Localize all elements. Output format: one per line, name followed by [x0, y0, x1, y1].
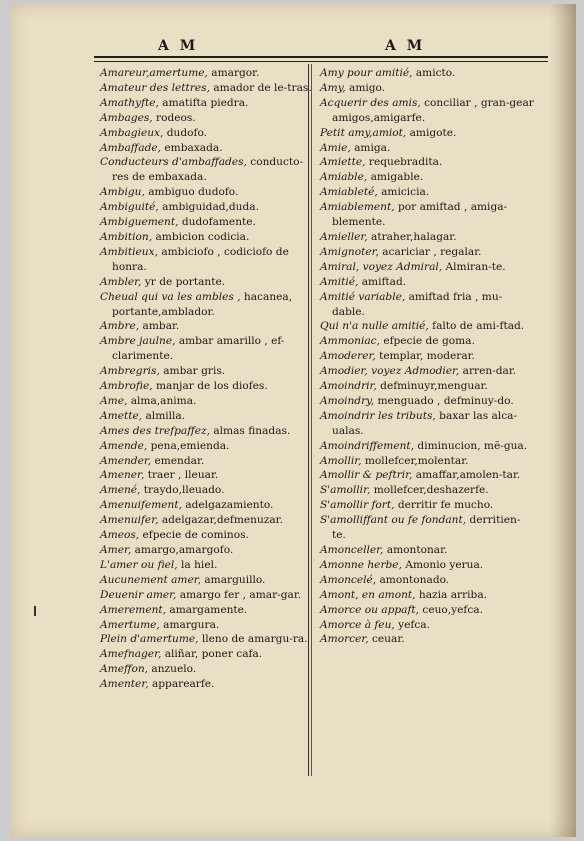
entry-definition: falto de ami-ftad. — [428, 320, 525, 333]
entry-headword: Ameos, — [100, 529, 140, 542]
dictionary-entry — [320, 588, 534, 603]
dictionary-entry — [100, 603, 314, 618]
dictionary-entry — [100, 454, 314, 469]
entry-definition: amaffar,amolen-tar. — [412, 469, 521, 482]
dictionary-entry — [320, 409, 534, 439]
dictionary-entry — [320, 483, 534, 498]
entry-definition: arren-dar. — [459, 365, 517, 378]
dictionary-entry — [320, 394, 534, 409]
entry-definition: amigote. — [406, 126, 457, 139]
entry-definition: conciliar , gran-gear amigos,amigarfe. — [332, 96, 534, 124]
entry-definition: amigo. — [345, 81, 386, 94]
entry-headword: Amollir, — [320, 454, 362, 467]
entry-definition: conducto-res de embaxada. — [112, 156, 304, 184]
header-right: A M — [385, 38, 426, 54]
entry-definition: amigable. — [367, 171, 424, 184]
entry-headword: Amoindrir les tributs, — [320, 409, 436, 422]
dictionary-entry — [100, 155, 314, 185]
dictionary-entry — [100, 647, 314, 662]
entry-headword: Ambagieux, — [100, 126, 164, 139]
dictionary-entry — [100, 96, 314, 111]
entry-headword: Ambregris, — [100, 365, 160, 378]
entry-headword: Ambaffade, — [100, 141, 162, 154]
entry-definition: almas finadas. — [209, 424, 291, 437]
entry-definition: pena,emienda. — [147, 439, 230, 452]
entry-headword: Amonceller, — [320, 544, 384, 556]
dictionary-entry — [100, 245, 314, 275]
entry-definition: mollefcer,molentar. — [361, 454, 469, 467]
entry-headword: Amonne herbe, — [320, 558, 402, 571]
dictionary-entry — [320, 379, 534, 394]
entry-headword: Amiette, — [320, 156, 366, 169]
entry-headword: Ame, — [100, 394, 128, 407]
entry-definition: amiftad fria , mu-dable. — [332, 290, 503, 318]
entry-headword: Amertume, — [100, 618, 160, 631]
entry-headword: Amenuifer, — [100, 514, 159, 527]
entry-headword: Amie, — [320, 141, 351, 154]
entry-definition: traydo,lleuado. — [140, 484, 225, 497]
entry-headword: Amefnager, — [100, 648, 162, 661]
entry-headword: Ambiguement, — [100, 216, 179, 229]
entry-headword: Amenuifement, — [100, 499, 182, 512]
dictionary-entry — [100, 513, 314, 528]
margin-mark — [34, 606, 36, 616]
dictionary-entry — [100, 364, 314, 379]
entry-headword: Ameffon, — [100, 663, 149, 676]
dictionary-entry — [100, 215, 314, 230]
header-left: A M — [158, 38, 199, 54]
entry-definition: menguado , defminuy-do. — [374, 394, 514, 407]
entry-headword: Ambages, — [100, 111, 153, 124]
entry-definition: hazia arriba. — [415, 588, 488, 601]
entry-definition: ambiguo dudofo. — [144, 186, 239, 199]
dictionary-entry — [320, 603, 534, 618]
entry-headword: Amiral, voyez Admiral, — [320, 260, 443, 273]
entry-headword: Plein d'amertume, — [100, 633, 199, 646]
entry-definition: ambar amarillo , ef-clarimente. — [112, 335, 285, 363]
entry-definition: dudofamente. — [178, 216, 256, 229]
entry-definition: ambiguidad,duda. — [158, 201, 259, 214]
dictionary-entry — [320, 96, 534, 126]
dictionary-entry — [100, 573, 314, 588]
dictionary-entry — [100, 662, 314, 677]
entry-headword: Ambrofie, — [100, 380, 153, 393]
entry-headword: Amont, en amont, — [320, 588, 416, 601]
dictionary-entry — [320, 573, 534, 588]
entry-definition: atraher,halagar. — [367, 230, 457, 243]
entry-definition: defminuyr,menguar. — [376, 380, 488, 393]
entry-definition: amador de le-tras. — [209, 81, 312, 94]
entry-headword: Amerement, — [100, 603, 167, 616]
dictionary-entry — [320, 185, 534, 200]
dictionary-entry — [320, 126, 534, 141]
dictionary-entry — [100, 558, 314, 573]
dictionary-entry — [100, 200, 314, 215]
dictionary-entry — [320, 230, 534, 245]
entry-headword: Conducteurs d'ambaffades, — [100, 156, 247, 169]
dictionary-entry — [100, 424, 314, 439]
entry-definition: amiga. — [350, 141, 391, 154]
entry-headword: Ambition, — [100, 230, 153, 243]
entry-headword: Amareur,amertume, — [100, 67, 208, 79]
entry-headword: Amathyfte, — [100, 96, 159, 109]
entry-headword: Amenter, — [100, 678, 149, 691]
dictionary-entry — [320, 364, 534, 379]
entry-definition: manjar de los diofes. — [152, 380, 268, 393]
dictionary-entry — [320, 141, 534, 156]
entry-definition: yefca. — [394, 618, 430, 631]
entry-headword: L'amer ou fiel, — [100, 558, 178, 571]
dictionary-entry — [100, 439, 314, 454]
dictionary-entry — [100, 498, 314, 513]
entry-definition: ceuo,yefca. — [419, 603, 483, 616]
entry-headword: Qui n'a nulle amitié, — [320, 320, 429, 333]
entry-definition: almilla. — [142, 409, 186, 422]
entry-headword: Amignoter, — [320, 245, 379, 258]
entry-definition: derritien-te. — [332, 514, 521, 542]
entry-headword: Amoindry, — [320, 394, 375, 407]
entry-headword: Amy, — [320, 81, 346, 94]
entry-definition: baxar las alca-ualas. — [332, 409, 518, 437]
entry-headword: Amené, — [100, 484, 141, 497]
entry-definition: diminucion, mẽ-gua. — [414, 439, 528, 452]
dictionary-entry — [320, 558, 534, 573]
entry-definition: traer , lleuar. — [144, 469, 219, 482]
dictionary-entry — [320, 319, 534, 334]
entry-headword: Amiable, — [320, 171, 368, 184]
dictionary-entry — [100, 468, 314, 483]
dictionary-entry — [100, 618, 314, 633]
entry-headword: Amitié, — [320, 275, 359, 288]
entry-definition: efpecie de goma. — [379, 335, 475, 348]
entry-definition: adelgazar,defmenuzar. — [158, 514, 283, 527]
dictionary-entry — [320, 290, 534, 320]
entry-definition: yr de portante. — [141, 275, 226, 288]
entry-headword: Amender, — [100, 454, 152, 467]
entry-definition: dudofo. — [163, 126, 208, 139]
entry-definition: amicto. — [412, 67, 456, 79]
dictionary-entry — [100, 111, 314, 126]
dictionary-entry — [100, 588, 314, 603]
entry-definition: efpecie de cominos. — [139, 529, 249, 542]
entry-definition: ambar gris. — [159, 365, 226, 378]
entry-headword: Deuenir amer, — [100, 588, 177, 601]
entry-headword: Amorce ou appaft, — [320, 603, 420, 616]
entry-definition: amargamente. — [166, 603, 248, 616]
entry-definition: amargo,amargofo. — [131, 544, 234, 556]
entry-headword: Amende, — [100, 439, 148, 452]
entry-definition: ceuar. — [368, 633, 405, 646]
entry-definition: requebradita. — [365, 156, 443, 169]
entry-headword: Ambler, — [100, 275, 142, 288]
entry-headword: Cheual qui va les ambles , — [100, 290, 241, 303]
entry-definition: embaxada. — [161, 141, 223, 154]
left-column — [100, 66, 314, 692]
entry-definition: acariciar , regalar. — [378, 245, 482, 258]
entry-headword: Ambre, — [100, 320, 140, 333]
entry-headword: Ambigu, — [100, 186, 145, 199]
dictionary-entry — [320, 200, 534, 230]
entry-definition: amiftad. — [358, 275, 407, 288]
entry-headword: Amoindriffement, — [320, 439, 415, 452]
dictionary-entry — [100, 141, 314, 156]
entry-headword: Amodier, voyez Admodier, — [320, 365, 460, 378]
entry-definition: amargo fer , amar-gar. — [176, 588, 302, 601]
dictionary-entry — [100, 126, 314, 141]
dictionary-entry — [100, 379, 314, 394]
entry-definition: amicicia. — [377, 186, 430, 199]
entry-definition: hacanea, portante,amblador. — [112, 290, 293, 318]
entry-headword: Aucunement amer, — [100, 573, 201, 586]
entry-headword: Amer, — [100, 544, 132, 556]
dictionary-entry — [320, 632, 534, 647]
entry-headword: Ambiguité, — [100, 201, 159, 214]
entry-definition: adelgazamiento. — [181, 499, 274, 512]
entry-definition: apparearfe. — [148, 678, 215, 691]
entry-headword: Amieller, — [320, 230, 368, 243]
entry-headword: Amollir & peftrir, — [320, 469, 413, 482]
entry-headword: Amiablement, — [320, 201, 395, 214]
dictionary-entry — [100, 528, 314, 543]
entry-headword: Ambitieux, — [100, 245, 158, 258]
entry-definition: derritir fe mucho. — [394, 499, 494, 512]
dictionary-entry — [320, 155, 534, 170]
page-spine-shadow — [550, 4, 576, 837]
dictionary-entry — [100, 334, 314, 364]
dictionary-entry — [320, 170, 534, 185]
entry-headword: Amoderer, — [320, 350, 376, 363]
entry-definition: amontonado. — [376, 573, 450, 586]
entry-definition: ambiciofo , codiciofo de honra. — [112, 245, 289, 273]
entry-headword: Ambre jaulne, — [100, 335, 176, 348]
dictionary-entry — [320, 334, 534, 349]
dictionary-entry — [100, 81, 314, 96]
entry-headword: Amoncelé, — [320, 573, 377, 586]
dictionary-entry — [100, 66, 314, 81]
dictionary-entry — [100, 185, 314, 200]
entry-definition: aliñar, poner cafa. — [161, 648, 263, 661]
entry-headword: S'amollir, — [320, 484, 371, 497]
entry-headword: S'amollir fort, — [320, 499, 395, 512]
dictionary-entry — [320, 513, 534, 543]
entry-definition: amargura. — [159, 618, 220, 631]
entry-headword: Amateur des lettres, — [100, 81, 210, 94]
entry-definition: anzuelo. — [148, 663, 197, 676]
dictionary-entry — [320, 349, 534, 364]
dictionary-entry — [100, 290, 314, 320]
entry-headword: Amorce à feu, — [320, 618, 395, 631]
entry-headword: Ames des trefpaffez, — [100, 424, 210, 437]
entry-headword: Amitié variable, — [320, 290, 406, 303]
entry-definition: Almiran-te. — [442, 260, 506, 273]
entry-definition: mollefcer,deshazerfe. — [370, 484, 489, 497]
entry-definition: amontonar. — [383, 544, 448, 556]
entry-definition: amargor. — [207, 67, 260, 79]
entry-definition: amatifta piedra. — [158, 96, 249, 109]
entry-definition: rodeos. — [152, 111, 196, 124]
entry-definition: alma,anima. — [127, 394, 197, 407]
dictionary-entry — [320, 468, 534, 483]
entry-definition: ambicion codicia. — [152, 230, 250, 243]
entry-definition: amarguillo. — [200, 573, 266, 586]
entry-headword: Amener, — [100, 469, 145, 482]
dictionary-entry — [100, 409, 314, 424]
right-column — [320, 66, 534, 647]
dictionary-entry — [320, 498, 534, 513]
entry-headword: S'amolliffant ou fe fondant, — [320, 514, 467, 527]
entry-definition: Amonio yerua. — [401, 558, 484, 571]
dictionary-entry — [320, 275, 534, 290]
dictionary-entry — [320, 245, 534, 260]
entry-definition: la hiel. — [177, 558, 218, 571]
dictionary-entry — [320, 439, 534, 454]
entry-headword: Amorcer, — [320, 633, 369, 646]
entry-definition: por amiftad , amiga-blemente. — [332, 201, 508, 229]
entry-headword: Amette, — [100, 409, 143, 422]
entry-definition: ambar. — [139, 320, 180, 333]
dictionary-entry — [320, 618, 534, 633]
dictionary-entry — [100, 319, 314, 334]
entry-headword: Acquerir des amis, — [320, 96, 421, 109]
dictionary-entry — [100, 275, 314, 290]
entry-headword: Petit amy,amiot, — [320, 126, 407, 139]
dictionary-entry — [100, 394, 314, 409]
dictionary-entry — [320, 81, 534, 96]
dictionary-entry — [320, 454, 534, 469]
entry-definition: lleno de amargu-ra. — [198, 633, 308, 646]
dictionary-entry — [320, 66, 534, 81]
dictionary-entry — [100, 677, 314, 692]
dictionary-entry — [100, 543, 314, 558]
entry-headword: Amoindrir, — [320, 380, 377, 393]
entry-definition: emendar. — [151, 454, 205, 467]
entry-headword: Amy pour amitié, — [320, 67, 413, 79]
entry-headword: Ammoniac, — [320, 335, 380, 348]
dictionary-entry — [100, 483, 314, 498]
dictionary-entry — [320, 260, 534, 275]
dictionary-entry — [100, 632, 314, 647]
dictionary-page — [10, 4, 576, 837]
dictionary-entry — [320, 543, 534, 558]
entry-headword: Amiableté, — [320, 186, 378, 199]
dictionary-entry — [100, 230, 314, 245]
entry-definition: templar, moderar. — [375, 350, 475, 363]
header-rule — [94, 56, 548, 62]
